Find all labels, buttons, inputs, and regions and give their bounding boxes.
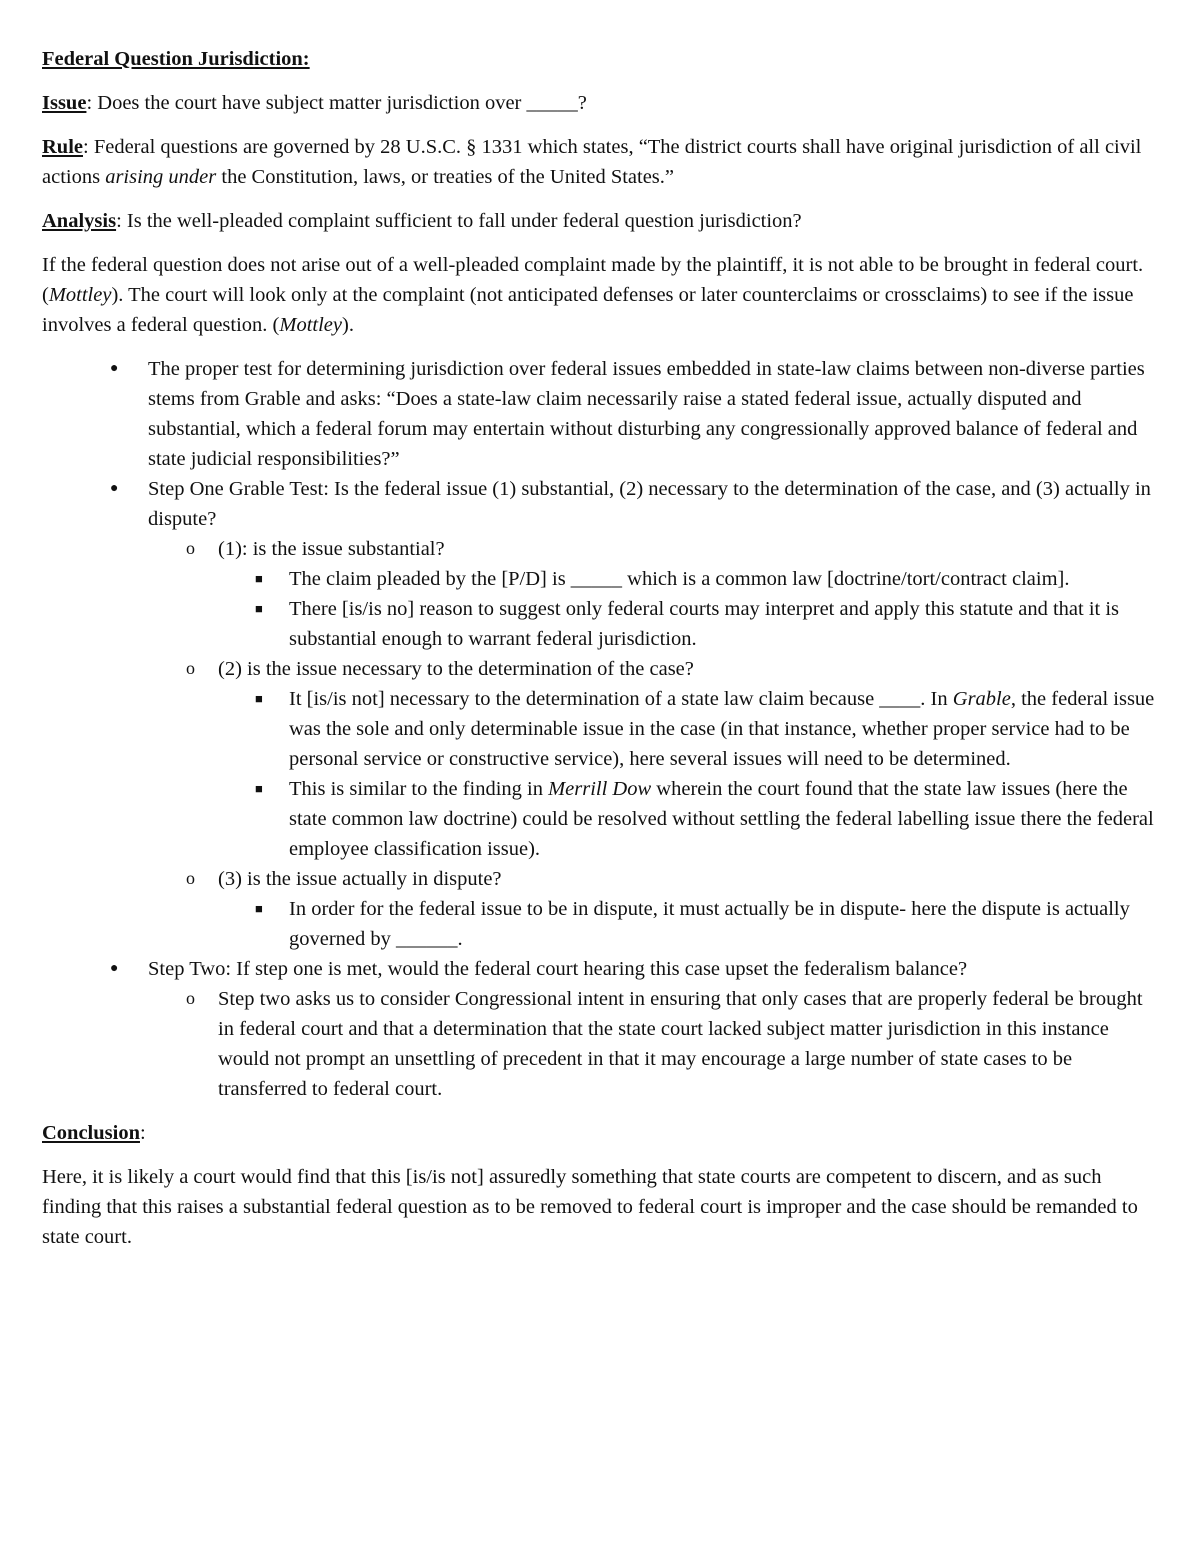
outline-item-q2-b <box>42 774 1160 864</box>
conclusion-sep: : <box>139 1122 146 1144</box>
analysis-label: Analysis <box>42 210 117 232</box>
mottley-case-2: Mottley <box>279 314 343 336</box>
rule-text-a: Federal questions are governed by 28 U.S.C. § 1331 which states, “The district courts shall have original jurisdiction of all civil actions <box>42 136 1142 188</box>
rule-paragraph <box>42 132 1160 192</box>
q1-text: (1): is the issue substantial? <box>218 538 445 560</box>
square-bullet-icon: ■ <box>255 901 263 916</box>
q1-a-text: The claim pleaded by the [P/D] is _____ which is a common law [doctrine/tort/contract claim]. <box>289 568 1070 590</box>
conclusion-label: Conclusion <box>42 1122 140 1144</box>
circle-bullet-icon: o <box>186 538 195 558</box>
q2-a-text <box>289 688 1154 770</box>
step-one-text: Step One Grable Test: Is the federal issue (1) substantial, (2) necessary to the determination of the case, and (3) actually in dispute? <box>148 478 1151 530</box>
outline-item-q2-a <box>42 684 1160 774</box>
analysis-paragraph <box>42 206 1160 236</box>
bullet-icon: ● <box>110 481 119 496</box>
q2-a-case: Grable <box>952 688 1011 710</box>
outline-item-q2 <box>42 654 1160 684</box>
q2-b-pre: This is similar to the finding in <box>289 778 549 800</box>
step-two-text: Step Two: If step one is met, would the federal court hearing this case upset the federalism balance? <box>148 958 968 980</box>
square-bullet-icon: ■ <box>255 781 263 796</box>
q2-a-post: , the federal issue was the sole and only determinable issue in the case (in that instance, whether proper service had to be personal service or constructive service), here several issues will need to be determined. <box>289 688 1155 770</box>
mottley-case-1: Mottley <box>48 284 112 306</box>
test-intro-text: The proper test for determining jurisdiction over federal issues embedded in state-law claims between non-diverse parties stems from Grable and asks: “Does a state-law claim necessarily raise a stated federal issue, actually disputed and substantial, which a federal forum may entertain without disturbing any congressionally approved balance of federal and state judicial responsibilities?” <box>148 358 1145 470</box>
square-bullet-icon: ■ <box>255 601 263 616</box>
issue-paragraph <box>42 88 1160 118</box>
rule-text-b: the Constitution, laws, or treaties of the United States.” <box>216 166 675 188</box>
square-bullet-icon: ■ <box>255 571 263 586</box>
q1-b-text: There [is/is no] reason to suggest only federal courts may interpret and apply this statute and that it is substantial enough to warrant federal jurisdiction. <box>289 598 1120 650</box>
outline-item-step-two <box>42 954 1160 984</box>
analysis-text: Is the well-pleaded complaint sufficient to fall under federal question jurisdiction? <box>126 210 802 232</box>
q2-b-text <box>289 778 1154 860</box>
square-bullet-icon: ■ <box>255 691 263 706</box>
mottley-text-a: If the federal question does not arise out of a well-pleaded complaint made by the plaintiff, it is not able to be brought in federal court. ( <box>42 254 1144 306</box>
conclusion-heading <box>42 1118 1160 1148</box>
mottley-text-b: ). The court will look only at the complaint (not anticipated defenses or later counterclaims or crossclaims) to see if the issue involves a federal question. ( <box>42 284 1134 336</box>
bullet-icon: ● <box>110 361 119 376</box>
outline <box>42 354 1160 1104</box>
q2-b-post: wherein the court found that the state law issues (here the state common law doctrine) could be resolved without settling the federal labelling issue there the federal employee classification issue). <box>289 778 1154 860</box>
outline-item-test-intro <box>42 354 1160 474</box>
outline-item-q1 <box>42 534 1160 564</box>
outline-item-step-one <box>42 474 1160 534</box>
outline-item-q3-a <box>42 894 1160 954</box>
issue-text: Does the court have subject matter jurisdiction over _____? <box>97 92 587 114</box>
analysis-sep: : <box>116 210 127 232</box>
issue-sep: : <box>86 92 98 114</box>
q2-a-pre: It [is/is not] necessary to the determination of a state law claim because ____. In <box>289 688 953 710</box>
q3-a-text: In order for the federal issue to be in dispute, it must actually be in dispute- here the dispute is actually governed by ______. <box>289 898 1130 950</box>
q2-text: (2) is the issue necessary to the determination of the case? <box>218 658 694 680</box>
outline-item-q3 <box>42 864 1160 894</box>
circle-bullet-icon: o <box>186 868 195 888</box>
outline-item-q1-b <box>42 594 1160 654</box>
bullet-icon: ● <box>110 961 119 976</box>
rule-label: Rule <box>42 136 83 158</box>
issue-label: Issue <box>42 92 87 114</box>
outline-item-step-two-a <box>42 984 1160 1104</box>
circle-bullet-icon: o <box>186 988 195 1008</box>
rule-emphasis: arising under <box>105 166 217 188</box>
rule-sep: : <box>83 136 94 158</box>
q2-b-case: Merrill Dow <box>548 778 652 800</box>
conclusion-paragraph: Here, it is likely a court would find that this [is/is not] assuredly something that state courts are competent to discern, and as such finding that this raises a substantial federal question as to be removed to federal court is improper and the case should be remanded to state court. <box>42 1166 1138 1248</box>
step-two-a-text: Step two asks us to consider Congressional intent in ensuring that only cases that are properly federal be brought in federal court and that a determination that the state court lacked subject matter jurisdiction in this instance would not prompt an unsettling of precedent in that it may encourage a large number of state cases to be transferred to federal court. <box>218 988 1143 1100</box>
outline-item-q1-a <box>42 564 1160 594</box>
mottley-paragraph <box>42 250 1160 340</box>
document-title: Federal Question Jurisdiction: <box>42 48 310 70</box>
q3-text: (3) is the issue actually in dispute? <box>218 868 502 890</box>
mottley-text-c: ). <box>342 314 354 336</box>
circle-bullet-icon: o <box>186 658 195 678</box>
